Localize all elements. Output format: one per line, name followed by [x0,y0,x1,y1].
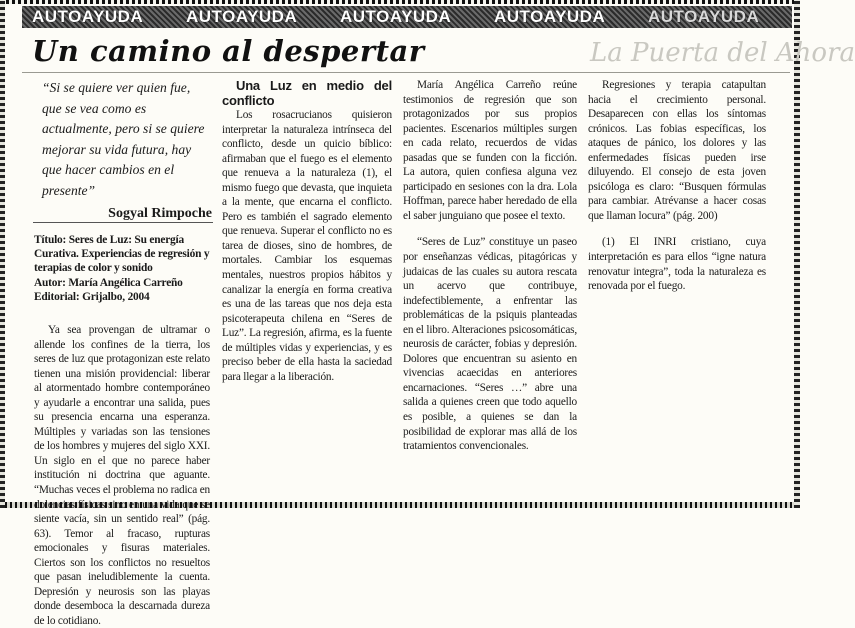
book-info [34,233,210,304]
section-label: AUTOAYUDA [648,7,760,26]
column-2 [222,78,392,384]
title-rule [22,72,790,73]
section-label: AUTOAYUDA [494,7,606,26]
epigraph-text: “Si se quiere ver quien fue, que se vea como es actualmente, pero si se quiere mejorar su vida futura, hay que hacer cambios en el presente” [42,80,205,198]
torn-edge-left [0,0,5,508]
body-paragraph: María Angélica Carreño reúne testimonios de regresión que son protagonizados por sus propios pacientes. Escenarios múltiples surgen en cada relato, recuerdos de vidas pasadas que se funden con la ficción. La autora, quien confiesa alguna vez participado en sesiones con la dra. Lola Hoffman, parece haber heredado de ella el saber junguiano que posee el texto. [403,79,577,222]
show-through-text: La Puerta del Ahora [590,38,855,68]
article-title: Un camino al despertar [32,34,425,68]
book-title: Título: Seres de Luz: Su energía Curativa. Experiencias de regresión y terapias de color y sonido [34,234,210,275]
body-paragraph: “Seres de Luz” constituye un paseo por enseñanzas védicas, pitagóricas y judaicas de las cuales su autora rescata un acervo que contribuye, indefectiblemente, a enfrentar las problemáticas de la psiquis planteadas en el libro. Alteraciones psicosomáticas, neurosis de carácter, fobias y depresión. Dolores que encuentran su asiento en vivencias acaecidas en anteriores encarnaciones. “Seres …” abre una salida a quienes creen que todo aquello es posible, a quienes se dan la posibilidad de explorar mas allá de los tratamientos convencionales. [403,236,577,453]
section-label: AUTOAYUDA [340,7,452,26]
book-publisher: Editorial: Grijalbo, 2004 [34,290,150,303]
torn-edge-top [0,0,800,4]
body-paragraph: Regresiones y terapia catapultan hacia el crecimiento personal. Desaparecen con ellas los síntomas crónicos. Las fobias específicas, los ataques de pánico, los dolores y las enfermedades físicas pueden irse diluyendo. El consejo de esta joven psicóloga es claro: “Busquen fórmulas para cambiar. Atrévanse a hacer cosas que llaman locura” (pág. 200) [588,79,766,222]
column-4 [588,78,766,294]
section-label: AUTOAYUDA [32,7,144,26]
book-author: Autor: María Angélica Carreño [34,276,183,289]
footnote: (1) El INRI cristiano, cuya interpretación es para ellos “igne natura renovatur integra”, toda la naturaleza es renovada por el fuego. [588,236,766,293]
column-1 [34,323,210,628]
section-label: AUTOAYUDA [186,7,298,26]
divider [33,222,213,223]
subheading: Una Luz en medio del conflicto [222,78,392,108]
torn-edge-right [794,0,800,508]
body-paragraph: Los rosacrucianos quisieron interpretar la naturaleza intrínseca del conflicto, desde un quicio bíblico: afirmaban que el fuego es el elemento que renueva a la naturaleza (1), el mismo fuego que devasta, que inquieta a la mente, que encarna el conflicto. Pero es también el sagrado elemento que renueva. Superar el conflicto no es tarea de dioses, sino de hombres, de mortales. Cambiar los esquemas mentales, nuestros propios hábitos y canalizar la energía en forma creativa es una de las tareas que nos deja esta psicoterapeuta chilena en “Seres de Luz”. La regresión, afirma, es la fuente de múltiples vidas y experiencias, y es preciso beber de ella hasta la saciedad para llegar a la liberación. [222,109,392,383]
section-header-band [22,6,792,28]
body-paragraph: Ya sea provengan de ultramar o allende los confines de la tierra, los seres de luz que protagonizan este relato tienen una misión providencial: liberar al atormentado hombre contemporáneo y ayudarle a encontrar una salida, pues su presencia encarna una esperanza. Múltiples y variadas son las tensiones de los hombres y mujeres del siglo XXI. Un siglo en el que no parece haber institución ni doctrina que aguante. “Muchas veces el problema no radica en dolencias físicas sino en una vida que se siente vacía, sin un sentido real” (pág. 63). Temor al fracaso, rupturas emocionales y fisuras materiales. Ciertos son los conflictos no resueltos que pasan ineludiblemente la cuenta. Depresión y neurosis son las playas donde desemboca la descarnada dureza de lo cotidiano. [34,324,210,627]
epigraph [42,78,212,224]
epigraph-author: Sogyal Rimpoche [108,205,212,221]
column-3 [403,78,577,454]
